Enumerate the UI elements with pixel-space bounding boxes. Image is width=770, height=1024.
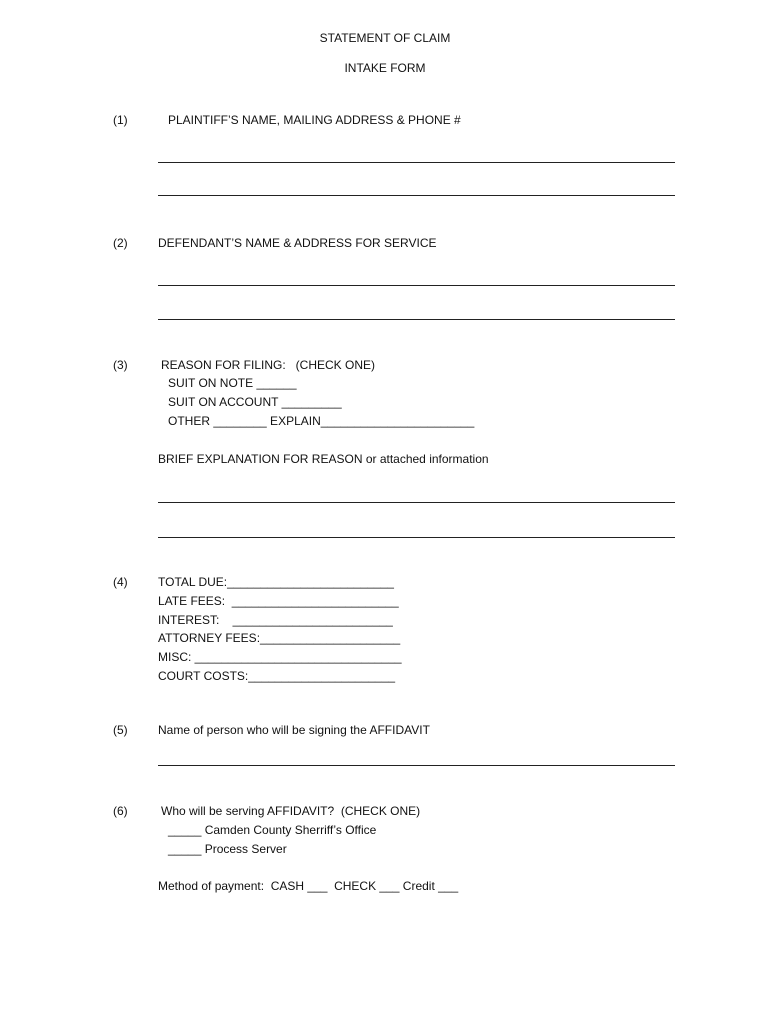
total-due-field[interactable]: TOTAL DUE:_________________________ xyxy=(158,575,394,589)
plaintiff-line-1[interactable] xyxy=(158,162,675,163)
affidavit-signer-label: Name of person who will be signing the AFFIDAVIT xyxy=(158,723,430,737)
interest-field[interactable]: INTEREST: ________________________ xyxy=(158,613,393,627)
process-server-option[interactable]: _____ Process Server xyxy=(168,842,287,856)
section-4-number: (4) xyxy=(113,575,128,589)
explanation-line-1[interactable] xyxy=(158,502,675,503)
form-subtitle: INTAKE FORM xyxy=(344,61,426,75)
defendant-line-1[interactable] xyxy=(158,285,675,286)
payment-method-field[interactable]: Method of payment: CASH ___ CHECK ___ Credit ___ xyxy=(158,879,459,893)
suit-on-account-option[interactable]: SUIT ON ACCOUNT _________ xyxy=(168,395,342,409)
affidavit-signer-line[interactable] xyxy=(158,765,675,766)
explanation-line-2[interactable] xyxy=(158,537,675,538)
suit-on-note-option[interactable]: SUIT ON NOTE ______ xyxy=(168,376,297,390)
serving-label: Who will be serving AFFIDAVIT? (CHECK ONE) xyxy=(161,804,421,818)
reason-label: REASON FOR FILING: (CHECK ONE) xyxy=(161,358,376,372)
section-1-number: (1) xyxy=(113,113,128,127)
brief-explanation-label: BRIEF EXPLANATION FOR REASON or attached information xyxy=(158,452,489,466)
plaintiff-label: PLAINTIFF’S NAME, MAILING ADDRESS & PHONE # xyxy=(168,113,461,127)
other-option[interactable]: OTHER ________ EXPLAIN_______________________ xyxy=(168,414,475,428)
section-2-number: (2) xyxy=(113,236,128,250)
late-fees-field[interactable]: LATE FEES: _________________________ xyxy=(158,594,399,608)
form-title: STATEMENT OF CLAIM xyxy=(319,31,451,45)
attorney-fees-field[interactable]: ATTORNEY FEES:_____________________ xyxy=(158,631,401,645)
misc-field[interactable]: MISC: _______________________________ xyxy=(158,650,402,664)
defendant-line-2[interactable] xyxy=(158,319,675,320)
plaintiff-line-2[interactable] xyxy=(158,195,675,196)
sheriff-office-option[interactable]: _____ Camden County Sherriff’s Office xyxy=(168,823,377,837)
section-5-number: (5) xyxy=(113,723,128,737)
court-costs-field[interactable]: COURT COSTS:______________________ xyxy=(158,669,396,683)
defendant-label: DEFENDANT’S NAME & ADDRESS FOR SERVICE xyxy=(158,236,437,250)
section-3-number: (3) xyxy=(113,358,128,372)
section-6-number: (6) xyxy=(113,804,128,818)
